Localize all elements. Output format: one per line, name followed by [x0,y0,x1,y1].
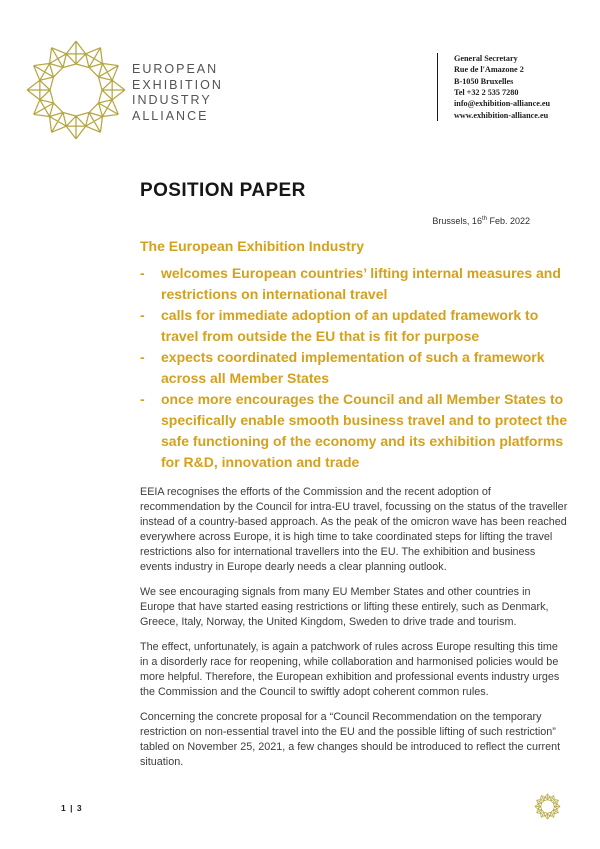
dateline [140,216,568,226]
brand-wordmark [132,62,223,124]
paragraph-3: The effect, unfortunately, is again a patchwork of rules across Europe resulting this time in a disorderly race for reopening, while collaboration and harmonised policies would be more helpful. Therefore, the European exhibition and professional events industry urges the Commission and the Council to swiftly adopt coherent common rules. [140,641,560,698]
bullet-dash: - [140,307,145,323]
geometric-wreath-icon-small [534,793,561,820]
bullet-text-4: once more encourages the Council and all Member States to specifically enable smooth business travel and to protect the safe functioning of the economy and its exhibition platforms for R&D, innovation and trade [161,391,568,470]
contact-website: www.exhibition-alliance.eu [454,110,549,120]
geometric-wreath-icon [24,38,128,142]
paragraph-1: EEIA recognises the efforts of the Commission and the recent adoption of recommendation by the Council for intra-EU travel, focussing on the status of the traveller instead of a country-based approach. As the peak of the omicron wave has been reached everywhere across Europe, it is high time to take coordinated steps for lifting the travel restrictions also for international travellers into the EU. The exhibition and business events industry in Europe dearly needs a clear planning outlook. [140,486,568,573]
brand-line-3: INDUSTRY [132,93,212,107]
dateline-suffix: Feb. 2022 [486,216,530,226]
paragraph-2: We see encouraging signals from many EU Member States and other countries in Europe that have started easing restrictions or lifting these entirely, such as Denmark, Greece, Italy, Norway, the United Kingdom, Sweden to drive trade and tourism. [140,586,549,628]
contact-street: Rue de l'Amazone 2 [454,65,524,75]
bullet-text-1: welcomes European countries’ lifting internal measures and restrictions on international travel [161,265,561,302]
contact-email: info@exhibition-alliance.eu [454,99,551,109]
page-title: POSITION PAPER [140,180,306,201]
brand-line-2: EXHIBITION [132,77,223,92]
position-bullet-1 [140,263,568,305]
statement-heading: The European Exhibition Industry [140,238,365,254]
bullet-dash: - [140,265,145,281]
position-bullet-4 [140,389,568,473]
body-paragraphs [140,485,568,770]
paragraph-4: Concerning the concrete proposal for a “Council Recommendation on the temporary restriction on non-essential travel into the EU and the possible lifting of such restriction” tabled on November 25, 2021, a few changes should be introduced to reflect the current situation. [140,711,561,768]
dateline-ordinal: th [481,216,487,222]
eeia-logo-icon [24,38,128,142]
contact-city: B-1050 Bruxelles [454,76,514,86]
bullet-text-3: expects coordinated implementation of such a framework across all Member States [161,349,545,386]
bullet-dash: - [140,349,145,365]
dateline-prefix: Brussels, 16 [432,216,482,226]
contact-phone: Tel +32 2 535 7280 [454,88,519,97]
brand-line-1: EUROPEAN [132,62,219,76]
bullet-dash: - [140,391,145,407]
document-body [140,180,568,780]
bullet-text-2: calls for immediate adoption of an updated framework to travel from outside the EU that is fit for purpose [161,307,539,344]
position-bullet-3 [140,347,568,389]
brand-line-4: ALLIANCE [132,108,209,123]
letterhead-contact-block [437,53,550,121]
position-bullet-2 [140,305,568,347]
contact-role: General Secretary [454,54,518,64]
footer-logo-icon [534,793,561,820]
page-number: 1 | 3 [61,803,83,813]
